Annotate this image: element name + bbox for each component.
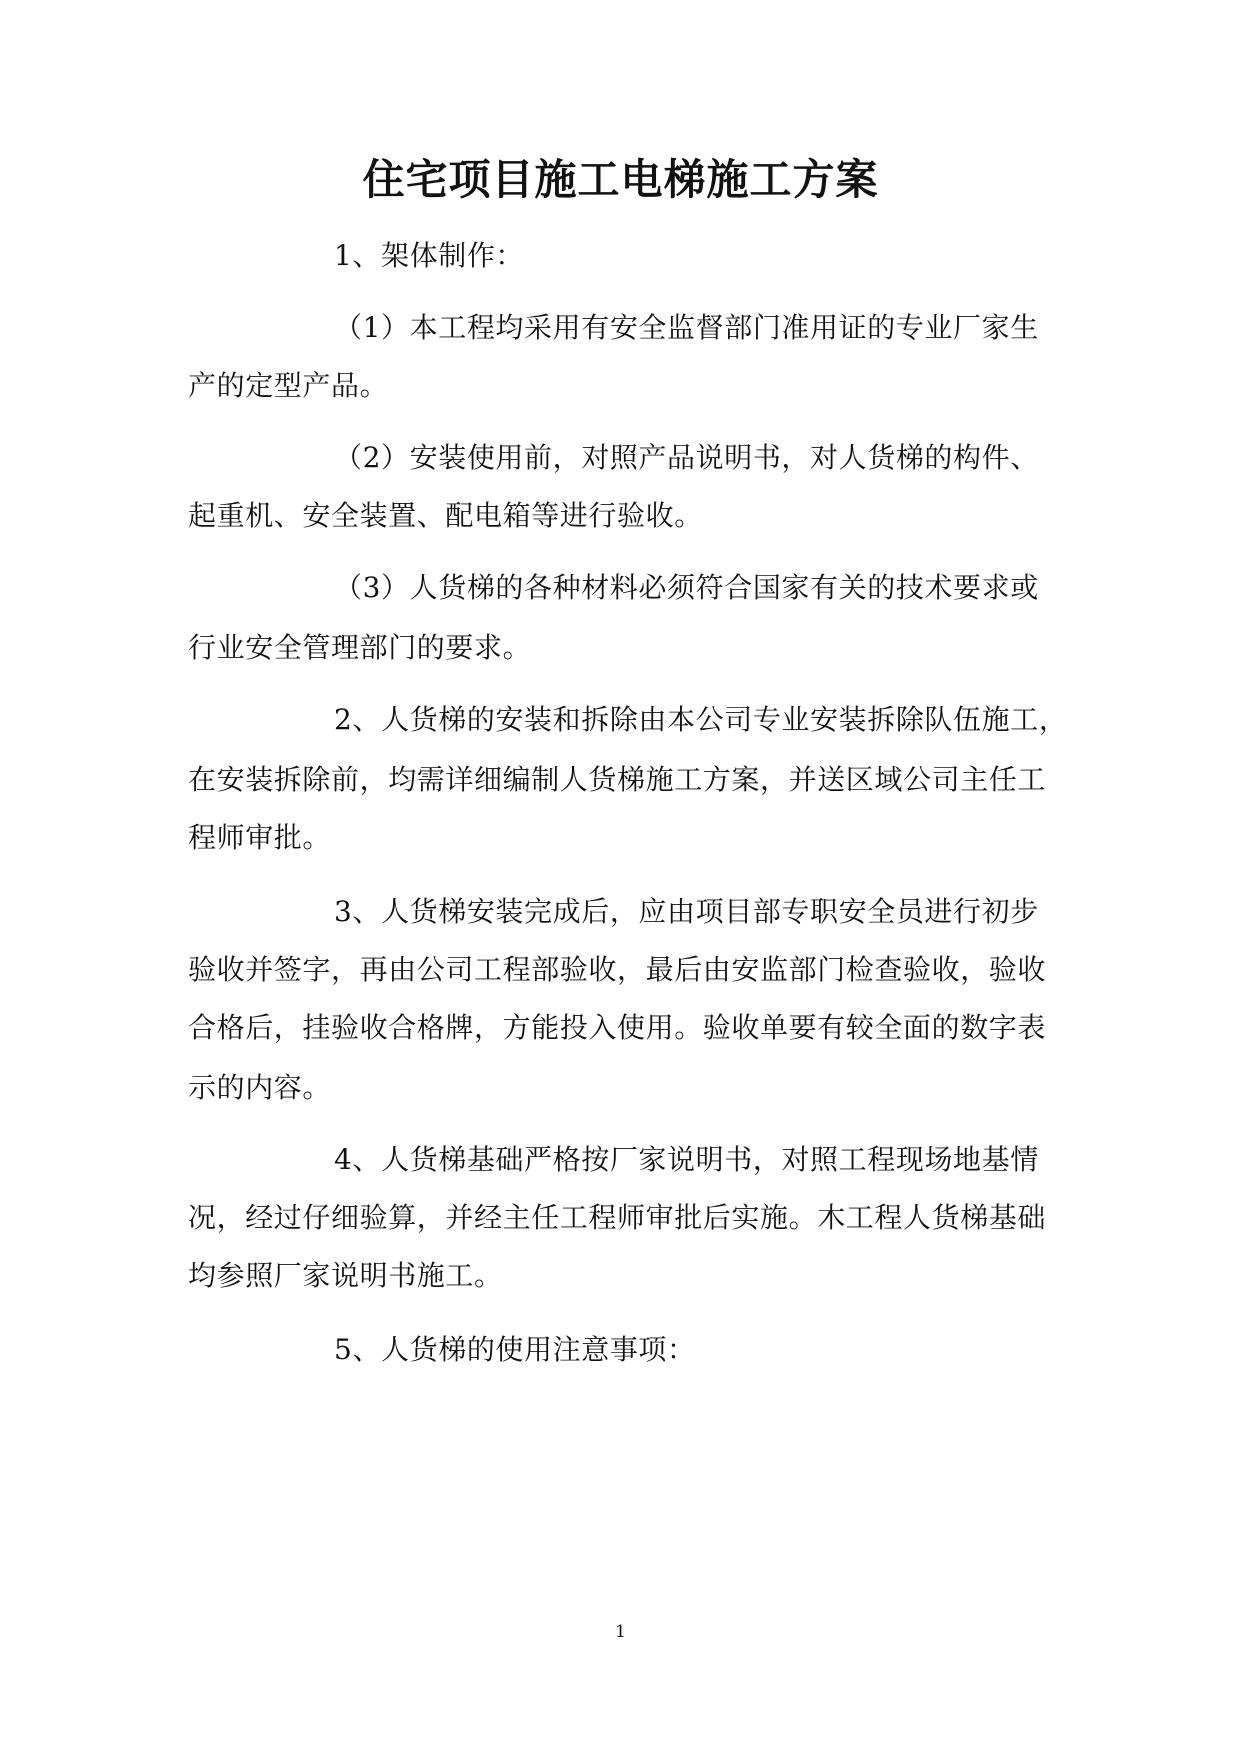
- paragraph-line: 程师审批。: [188, 821, 332, 854]
- paragraph-line: 3、人货梯安装完成后，应由项目部专职安全员进行初步: [334, 895, 1039, 928]
- paragraph-line: 行业安全管理部门的要求。: [188, 631, 532, 664]
- paragraph-line: 示的内容。: [188, 1071, 332, 1104]
- paragraph-line: 验收并签字，再由公司工程部验收，最后由安监部门检查验收，验收: [188, 953, 1047, 986]
- paragraph-line: 合格后，挂验收合格牌，方能投入使用。验收单要有较全面的数字表: [188, 1011, 1047, 1044]
- paragraph-line: 4、人货梯基础严格按厂家说明书，对照工程现场地基情: [334, 1143, 1039, 1176]
- paragraph-line: （3）人货梯的各种材料必须符合国家有关的技术要求或: [334, 571, 1039, 604]
- paragraph-line: 产的定型产品。: [188, 369, 389, 402]
- paragraph-line: 5、人货梯的使用注意事项：: [334, 1333, 696, 1366]
- paragraph-line: 2、人货梯的安装和拆除由本公司专业安装拆除队伍施工，: [334, 703, 1068, 736]
- paragraph-line: （2）安装使用前，对照产品说明书，对人货梯的构件、: [334, 441, 1039, 474]
- paragraph-line: 1、架体制作：: [334, 239, 525, 272]
- paragraph-line: （1）本工程均采用有安全监督部门准用证的专业厂家生: [334, 311, 1039, 344]
- page-number: 1: [615, 1622, 626, 1642]
- document-title: 住宅项目施工电梯施工方案: [362, 155, 879, 204]
- paragraph-line: 在安装拆除前，均需详细编制人货梯施工方案，并送区域公司主任工: [188, 763, 1047, 796]
- paragraph-line: 均参照厂家说明书施工。: [188, 1259, 503, 1292]
- paragraph-line: 况，经过仔细验算，并经主任工程师审批后实施。木工程人货梯基础: [188, 1201, 1047, 1234]
- paragraph-line: 起重机、安全装置、配电箱等进行验收。: [188, 499, 703, 532]
